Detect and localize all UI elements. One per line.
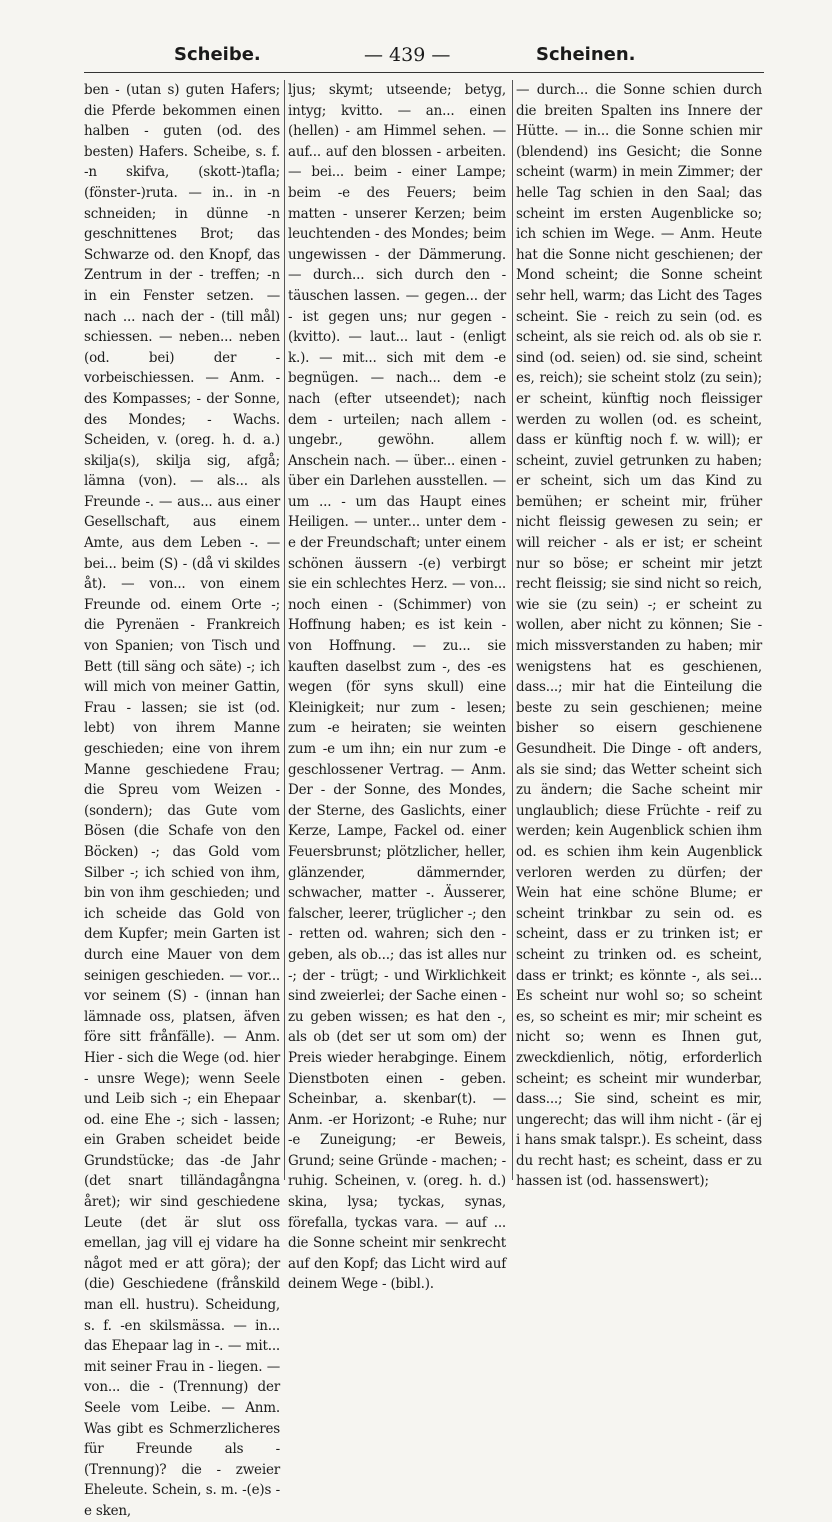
column-3-text: — durch... die Sonne schien durch die breiten Spalten ins Innere der Hütte. — in... die Sonne schien mir (blendend) ins Gesicht; die Sonne scheint (warm) in mein Zimmer; der helle Tag schien in den Saal; das scheint im ersten Augenblicke so; ich schien im Wege. — Anm. Heute hat die Sonne nicht geschienen; der Mond scheint; die Sonne scheint sehr hell, warm; das Licht des Tages scheint. Sie - reich zu sein (od. es scheint, als sie reich od. als ob sie r. sind (od. seien) od. sie sind, scheint es, reich); sie scheint stolz (zu sein); er scheint, künftig noch fleissiger werden zu wollen (od. es scheint, dass er künftig noch f. w. will); er scheint, zuviel getrunken zu haben; er scheint, sich um das Kind zu bemühen; er scheint mir, früher nicht fleissig gewesen zu sein; er will reicher - als er ist; er scheint nur so böse; er scheint mir jetzt recht fleissig; sie sind nicht so reich, wie sie (zu sein) -; er scheint zu wollen, aber nicht zu können; Sie - mich missverstanden zu haben; mir wenigstens hat es geschienen, dass...; mir hat die Einteilung die beste zu sein geschienen; meine bisher so eisern geschienene Gesundheit. Die Dinge - oft anders, als sie sind; das Wetter scheint sich zu ändern; die Sache scheint mir unglaublich; diese Früchte - reif zu werden; kein Augenblick schien ihm od. es schien ihm kein Augenblick verloren werden zu dürfen; der Wein hat eine schöne Blume; er scheint trinkbar zu sein od. es scheint, dass er zu trinken ist; er scheint zu trinken od. es scheint, dass er trinkt; es könnte -, als sei... Es scheint nur wohl so; so scheint es, so scheint es mir; mir scheint es nicht so; wenn es Ihnen gut, zweckdienlich, nötig, erforderlich scheint; es scheint mir wunderbar, dass...; Sie sind, scheint es mir, ungerecht; das will ihm nicht - (är ej i hans smak talspr.). Es scheint, dass du recht hast; es scheint, dass er zu hassen ist (od. hassenswert); bbox=[516, 82, 762, 1190]
column-divider-1 bbox=[284, 80, 285, 1180]
page-number: — 439 — bbox=[364, 44, 451, 66]
column-1 bbox=[84, 80, 280, 1519]
column-3 bbox=[516, 80, 762, 1200]
running-header bbox=[84, 40, 764, 74]
column-divider-2 bbox=[512, 80, 513, 1180]
header-right-headword: Scheinen. bbox=[536, 44, 636, 65]
header-left-headword: Scheibe. bbox=[174, 44, 261, 65]
header-rule bbox=[84, 72, 764, 73]
column-1-text: ben - (utan s) guten Hafers; die Pferde bekommen einen halben - guten (od. des besten) Hafers. Scheibe, s. f. -n skifva, (skott-)tafla; (fönster-)ruta. — in.. in -n schneiden; in dünne -n geschnittenes Brot; das Schwarze od. den Knopf, das Zentrum in der - treffen; -n in ein Fenster setzen. — nach ... nach der - (till mål) schiessen. — neben... neben (od. bei) der - vorbeischiessen. — Anm. - des Kompasses; - der Sonne, des Mondes; - Wachs. Scheiden, v. (oreg. h. d. a.) skilja(s), skilja sig, afgå; lämna (von). — als... als Freunde -. — aus... aus einer Gesellschaft, aus einem Amte, aus dem Leben -. — bei... beim (S) - (då vi skildes åt). — von... von einem Freunde od. einem Orte -; die Pyrenäen - Frankreich von Spanien; von Tisch und Bett (till säng och säte) -; ich will mich von meiner Gattin, Frau - lassen; sie ist (od. lebt) von ihrem Manne geschieden; eine von ihrem Manne geschiedene Frau; die Spreu vom Weizen - (sondern); das Gute vom Bösen (die Schafe von den Böcken) -; das Gold vom Silber -; ich schied von ihm, bin von ihm geschieden; und ich scheide das Gold von dem Kupfer; mein Garten ist durch eine Mauer von dem seinigen geschieden. — vor... vor seinem (S) - (innan han lämnade oss, platsen, äfven före sitt frånfälle). — Anm. Hier - sich die Wege (od. hier - unsre Wege); wenn Seele und Leib sich -; ein Ehepaar od. eine Ehe -; sich - lassen; ein Graben scheidet beide Grundstücke; das -de Jahr (det snart tilländagångna året); wir sind geschiedene Leute (det är slut oss emellan, jag vill ej vidare ha något med er att göra); der (die) Geschiedene (frånskild man ell. hustru). Scheidung, s. f. -en skilsmässa. — in... das Ehepaar lag in -. — mit... mit seiner Frau in - liegen. — von... die - (Trennung) der Seele vom Leibe. — Anm. Was gibt es Schmerzlicheres für Freunde als - (Trennung)? die - zweier Eheleute. Schein, s. m. -(e)s -e sken, bbox=[84, 82, 280, 1519]
column-2 bbox=[288, 80, 506, 1293]
column-2-text: ljus; skymt; utseende; betyg, intyg; kvitto. — an... einen (hellen) - am Himmel sehen. — auf... auf den blossen - arbeiten. — bei... beim - einer Lampe; beim -e des Feuers; beim matten - unserer Kerzen; beim leuchtenden - des Mondes; beim ungewissen - der Dämmerung. — durch... sich durch den - täuschen lassen. — gegen... der - ist gegen uns; nur gegen - (kvitto). — laut... laut - (enligt k.). — mit... sich mit dem -e begnügen. — nach... dem -e nach (efter utseendet); nach dem - urteilen; nach allem - ungebr., gewöhn. allem Anschein nach. — über... einen - über ein Darlehen ausstellen. — um ... - um das Haupt eines Heiligen. — unter... unter dem -e der Freundschaft; unter einem schönen äussern -(e) verbirgt sie ein schlechtes Herz. — von... noch einen - (Schimmer) von Hoffnung haben; es ist kein - von Hoffnung. — zu... sie kauften daselbst zum -, des -es wegen (för syns skull) eine Kleinigkeit; nur zum - lesen; zum -e heiraten; sie weinten zum -e um ihn; ein nur zum -e geschlossener Vertrag. — Anm. Der - der Sonne, des Mondes, der Sterne, des Gaslichts, einer Kerze, Lampe, Fackel od. einer Feuersbrunst; plötzlicher, heller, glänzender, dämmernder, schwacher, matter -. Äusserer, falscher, leerer, trüglicher -; den - retten od. wahren; sich den - geben, als ob...; das ist alles nur -; der - trügt; - und Wirklichkeit sind zweierlei; der Sache einen - zu geben wissen; es hat den -, als ob (det ser ut som om) der Preis wieder herabginge. Einem Dienstboten einen - geben. Scheinbar, a. skenbar(t). — Anm. -er Horizont; -e Ruhe; nur -e Zuneigung; -er Beweis, Grund; seine Gründe - machen; - ruhig. Scheinen, v. (oreg. h. d.) skina, lysa; tyckas, synas, förefalla, tyckas vara. — auf ... die Sonne scheint mir senkrecht auf den Kopf; das Licht wird auf deinem Wege - (bibl.). bbox=[288, 82, 506, 1293]
